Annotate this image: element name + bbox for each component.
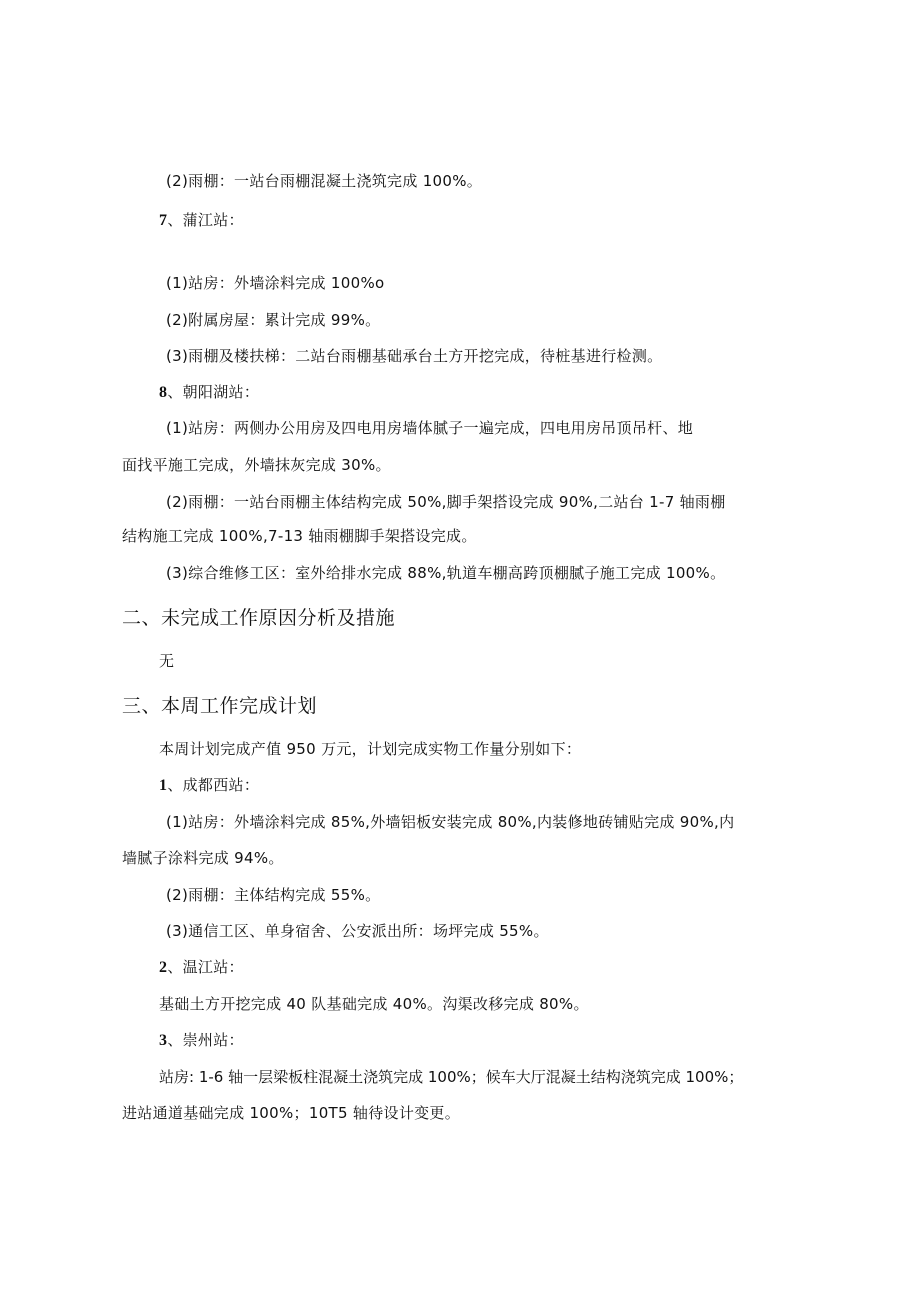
pujiang-canopy-stairs: (3)雨棚及楼扶梯：二站台雨棚基础承台土方开挖完成，待桩基进行检测。	[166, 347, 663, 365]
subheading-chongzhou-station	[159, 1030, 244, 1051]
subheading-chengdu-west	[159, 775, 259, 796]
pujiang-station-house: (1)站房：外墙涂料完成 100%o	[166, 274, 385, 292]
chengdu-west-facilities: (3)通信工区、单身宿舍、公安派出所：场坪完成 55%。	[166, 922, 549, 940]
item-title: 、崇州站：	[167, 1031, 244, 1049]
item-title: 、成都西站：	[167, 776, 260, 794]
section-heading-weekly-plan: 三、本周工作完成计划	[122, 695, 318, 717]
chengdu-west-station-house-cont: 墙腻子涂料完成 94%。	[122, 849, 284, 867]
unfinished-body: 无	[159, 652, 175, 670]
subheading-wenjiang-station	[159, 957, 244, 978]
chongzhou-station-house: 站房: 1-6 轴一层梁板柱混凝土浇筑完成 100%；候车大厅混凝土结构浇筑完成 100%；	[159, 1068, 744, 1086]
chongzhou-station-house-cont: 进站通道基础完成 100%；10T5 轴待设计变更。	[122, 1104, 461, 1122]
chengdu-west-station-house: (1)站房：外墙涂料完成 85%,外墙铝板安装完成 80%,内装修地砖铺贴完成 90%,内	[166, 813, 735, 831]
item-number: 8	[159, 384, 168, 401]
weekly-plan-intro: 本周计划完成产值 950 万元，计划完成实物工作量分别如下：	[159, 740, 582, 758]
item-title: 、蒲江站：	[167, 211, 244, 229]
wenjiang-progress: 基础土方开挖完成 40 队基础完成 40%。沟渠改移完成 80%。	[159, 995, 589, 1013]
subheading-chaoyanghu-station	[159, 382, 259, 403]
chaoyanghu-station-house: (1)站房：两侧办公用房及四电用房墙体腻子一遍完成，四电用房吊顶吊杆、地	[166, 419, 694, 437]
item-number: 2	[159, 959, 168, 976]
chengdu-west-canopy: (2)雨棚：主体结构完成 55%。	[166, 886, 381, 904]
chaoyanghu-canopy: (2)雨棚：一站台雨棚主体结构完成 50%,脚手架搭设完成 90%,二站台 1-7 轴雨棚	[166, 493, 726, 511]
section-heading-unfinished: 二、未完成工作原因分析及措施	[122, 607, 396, 629]
chaoyanghu-canopy-cont: 结构施工完成 100%,7-13 轴雨棚脚手架搭设完成。	[122, 527, 477, 545]
item-number: 1	[159, 777, 168, 794]
chaoyanghu-station-house-cont: 面找平施工完成，外墙抹灰完成 30%。	[122, 456, 391, 474]
subheading-pujiang-station	[159, 210, 244, 231]
chaoyanghu-maintenance-area: (3)综合维修工区：室外给排水完成 88%,轨道车棚高跨顶棚腻子施工完成 100%。	[166, 564, 726, 582]
item-title: 、温江站：	[167, 958, 244, 976]
item-title: 、朝阳湖站：	[167, 383, 260, 401]
item-number: 3	[159, 1032, 168, 1049]
pujiang-auxiliary-building: (2)附属房屋：累计完成 99%。	[166, 311, 381, 329]
canopy-line-pujiang-prev: (2)雨棚：一站台雨棚混凝土浇筑完成 100%。	[166, 172, 483, 190]
item-number: 7	[159, 212, 168, 229]
